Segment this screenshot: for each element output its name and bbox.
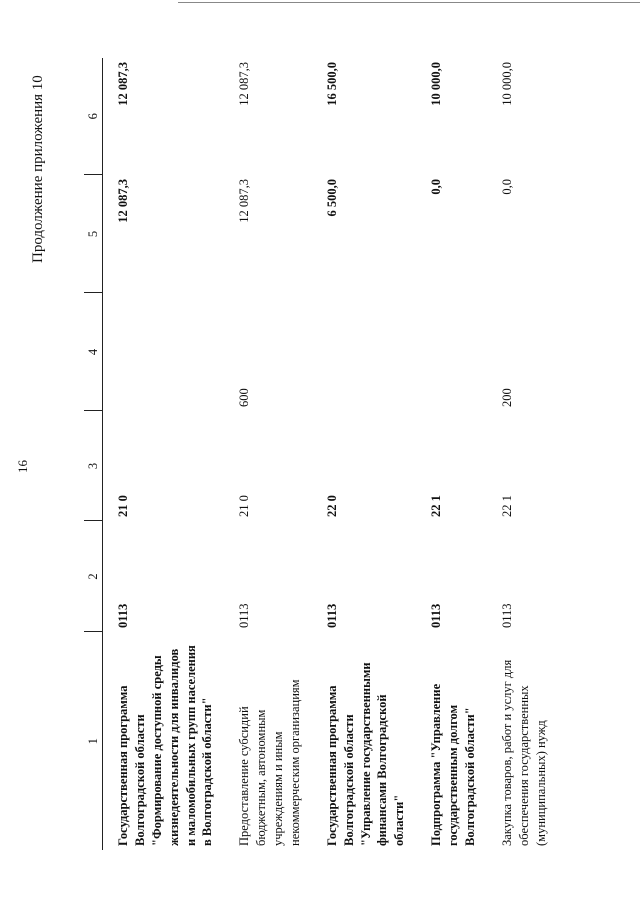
row-name xyxy=(418,632,489,850)
amount-col5: 12 087,3 xyxy=(116,179,130,223)
table-row xyxy=(489,58,560,850)
name-line: Волгоградской области xyxy=(132,714,147,846)
budget-table xyxy=(84,58,559,850)
name-line: в Волгоградской области" xyxy=(200,697,215,846)
row-name xyxy=(314,632,418,850)
continuation-label: Продолжение приложения 10 xyxy=(30,75,46,263)
name-line: "Управление государственными xyxy=(358,662,373,846)
name-line: и маломобильных групп населения xyxy=(183,645,198,846)
name-line: обеспечения государственных xyxy=(516,685,531,846)
name-line: (муниципальных) нужд xyxy=(533,720,548,846)
table-row xyxy=(314,58,418,850)
name-line: Волгоградской области" xyxy=(462,707,477,846)
name-line: некоммерческим организациям xyxy=(287,679,302,846)
name-line: учреждениям и иным xyxy=(271,731,285,846)
amount-col6: 12 087,3 xyxy=(237,62,252,106)
program-code: 22 1 xyxy=(429,495,444,517)
name-line: бюджетным, автономным xyxy=(254,709,269,846)
table-body xyxy=(103,58,560,850)
name-line: Закупка товаров, работ и услуг для xyxy=(499,659,514,846)
expense-type: 200 xyxy=(499,388,514,407)
program-code: 22 1 xyxy=(499,495,514,517)
column-header: 4 xyxy=(84,293,103,411)
program-code: 21 0 xyxy=(237,495,252,517)
column-header: 6 xyxy=(84,58,103,175)
name-line: финансами Волгоградской xyxy=(375,694,390,846)
table-row xyxy=(226,58,314,850)
section-code: 0113 xyxy=(237,603,252,628)
table-row xyxy=(103,58,227,850)
section-code: 0113 xyxy=(116,603,130,628)
section-code: 0113 xyxy=(324,603,339,628)
amount-col6: 10 000,0 xyxy=(499,62,514,106)
table-row xyxy=(418,58,489,850)
name-line: Волгоградской области xyxy=(341,714,356,846)
amount-col6: 12 087,3 xyxy=(116,62,130,106)
amount-col5: 0,0 xyxy=(429,179,444,195)
row-name xyxy=(489,632,560,850)
name-line: Предоставление субсидий xyxy=(237,706,252,846)
expense-type xyxy=(314,293,418,411)
name-line: Государственная программа xyxy=(324,685,339,846)
column-header: 5 xyxy=(84,175,103,293)
program-code: 22 0 xyxy=(324,495,339,517)
column-header: 3 xyxy=(84,411,103,521)
section-code: 0113 xyxy=(499,603,514,628)
row-name xyxy=(226,632,314,850)
program-code: 21 0 xyxy=(116,495,130,517)
row-name xyxy=(103,632,227,850)
page-number: 16 xyxy=(15,460,30,473)
name-line: области" xyxy=(392,794,407,846)
expense-type xyxy=(418,293,489,411)
expense-type xyxy=(103,293,227,411)
name-line: Подпрограмма "Управление xyxy=(429,683,444,846)
name-line: "Формирование доступной среды xyxy=(149,655,164,846)
name-line: Государственная программа xyxy=(116,685,130,846)
section-code: 0113 xyxy=(429,603,444,628)
name-line: жизнедеятельности для инвалидов xyxy=(166,648,181,846)
amount-col6: 10 000,0 xyxy=(429,62,444,106)
header-row xyxy=(84,58,103,850)
expense-type: 600 xyxy=(237,388,252,407)
name-line: государственным долгом xyxy=(446,704,460,846)
column-header: 2 xyxy=(84,521,103,632)
amount-col6: 16 500,0 xyxy=(324,62,339,106)
amount-col5: 12 087,3 xyxy=(237,179,252,223)
amount-col5: 0,0 xyxy=(499,179,514,195)
amount-col5: 6 500,0 xyxy=(324,179,339,217)
column-header: 1 xyxy=(84,632,103,850)
